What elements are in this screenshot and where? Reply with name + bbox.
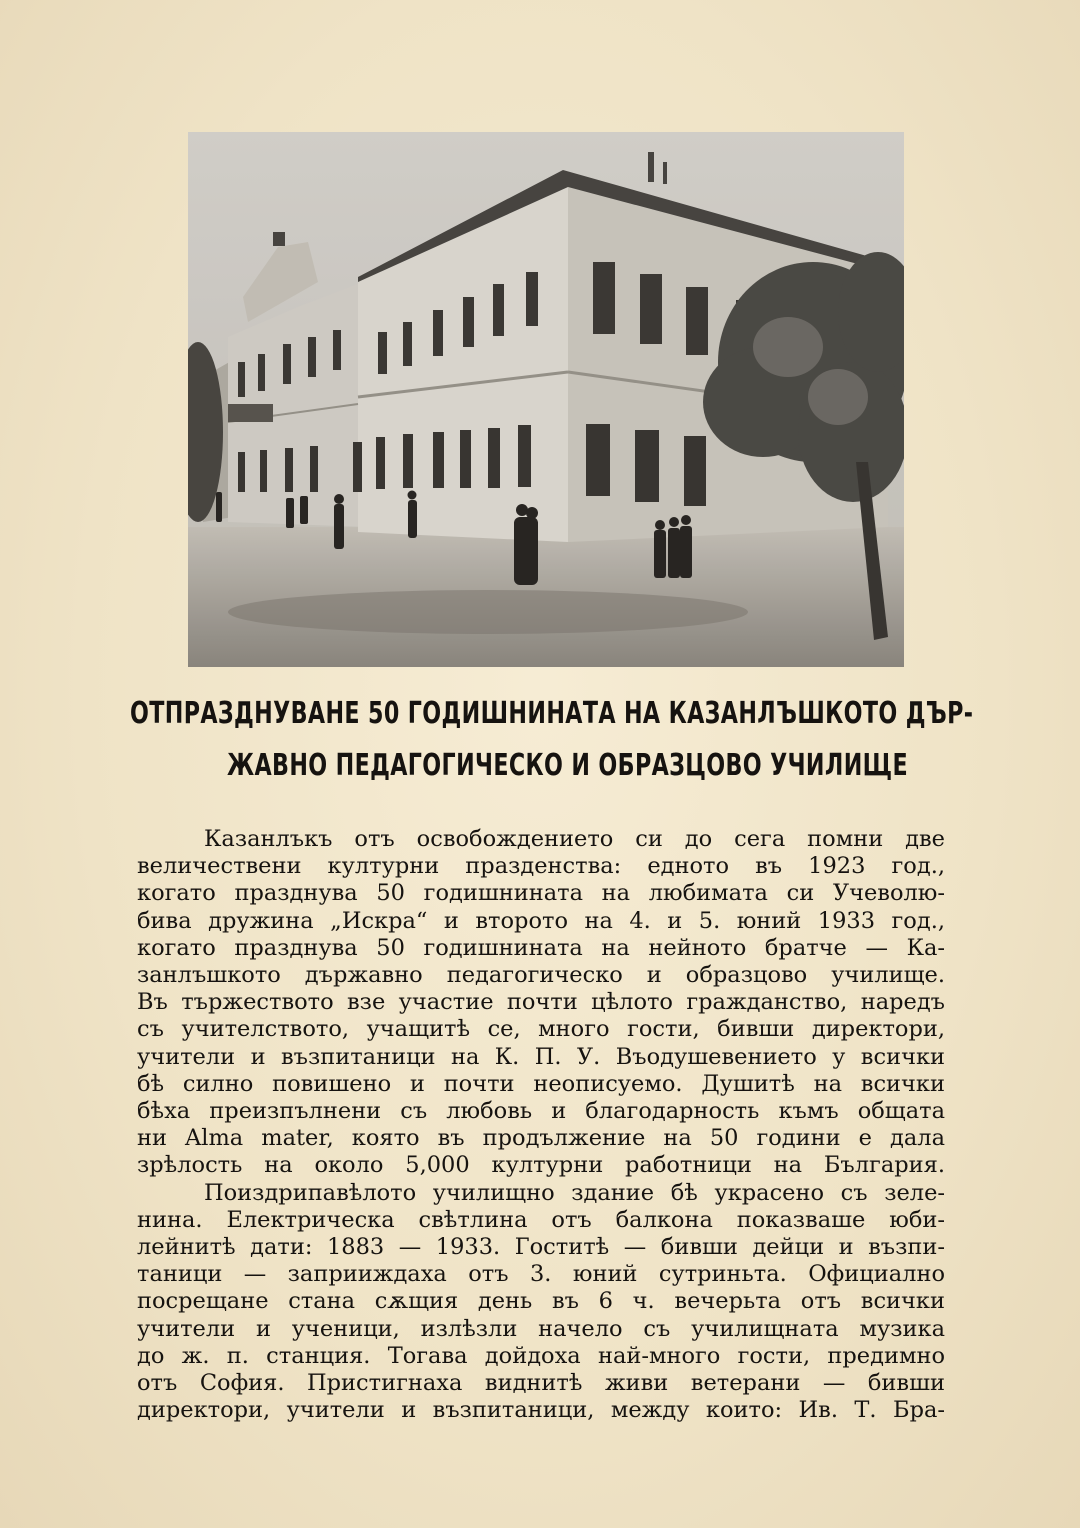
title-line: ЖАВНО ПЕДАГОГИЧЕСКО И ОБРАЗЦОВО УЧИЛИЩЕ	[226, 748, 908, 783]
text-line: таници — заприиждаха отъ 3. юний сутриньта. Официално	[137, 1261, 945, 1288]
text-line: занлъшкото държавно педагогическо и образцово училище.	[137, 962, 945, 989]
text-line: бѣ силно повишено и почти неописуемо. Душитѣ на всички	[137, 1070, 945, 1097]
school-building-photo	[188, 132, 904, 667]
text-line: съ учителството, учащитѣ се, много гости, бивши директори,	[137, 1016, 945, 1043]
text-line: посрещане стана сѫщия день въ 6 ч. вечерьта отъ всички	[137, 1288, 945, 1315]
text-line: директори, учители и възпитаници, между които: Ив. Т. Бра-	[137, 1397, 945, 1424]
article-title	[130, 688, 974, 792]
text-line: лейнитѣ дати: 1883 — 1933. Гоститѣ — бивши дейци и възпи-	[137, 1234, 945, 1261]
title-line: ОТПРАЗДНУВАНЕ 50 ГОДИШНИНАТА НА КАЗАНЛЪШКОТО ДЪР-	[130, 696, 974, 731]
text-line: бива дружина „Искра“ и второто на 4. и 5. юний 1933 год.,	[137, 907, 945, 934]
text-line: Поиздрипавѣлото училищно здание бѣ украсено съ зеле-	[204, 1179, 945, 1206]
text-line: величествени културни празденства: едното въ 1923 год.,	[137, 853, 945, 880]
text-line: Казанлъкъ отъ освобождението си до сега помни две	[204, 826, 945, 852]
text-line: нина. Електрическа свѣтлина отъ балкона показваше юби-	[137, 1206, 945, 1233]
text-line: когато празднува 50 годишнината на любимата си Учеволю-	[137, 880, 945, 907]
text-line: учители и ученици, излѣзли начело съ училищната музика	[137, 1315, 945, 1342]
text-line: отъ София. Пристигнаха виднитѣ живи ветерани — бивши	[137, 1370, 945, 1397]
text-line: зрѣлость на около 5,000 културни работници на България.	[137, 1152, 945, 1179]
text-line: когато празднува 50 годишнината на нейното братче — Ка-	[137, 934, 945, 961]
text-line: учители и възпитаници на К. П. У. Въодушевението у всички	[137, 1043, 945, 1070]
text-line: бѣха преизпълнени съ любовь и благодарность къмъ общата	[137, 1098, 945, 1125]
text-line: Въ тържеството взе участие почти цѣлото гражданство, наредъ	[137, 989, 945, 1016]
article-body	[137, 826, 945, 1424]
text-line: до ж. п. станция. Тогава дойдоха най-много гости, предимно	[137, 1342, 945, 1369]
text-line: ни Alma mater, която въ продължение на 50 години е дала	[137, 1125, 945, 1152]
